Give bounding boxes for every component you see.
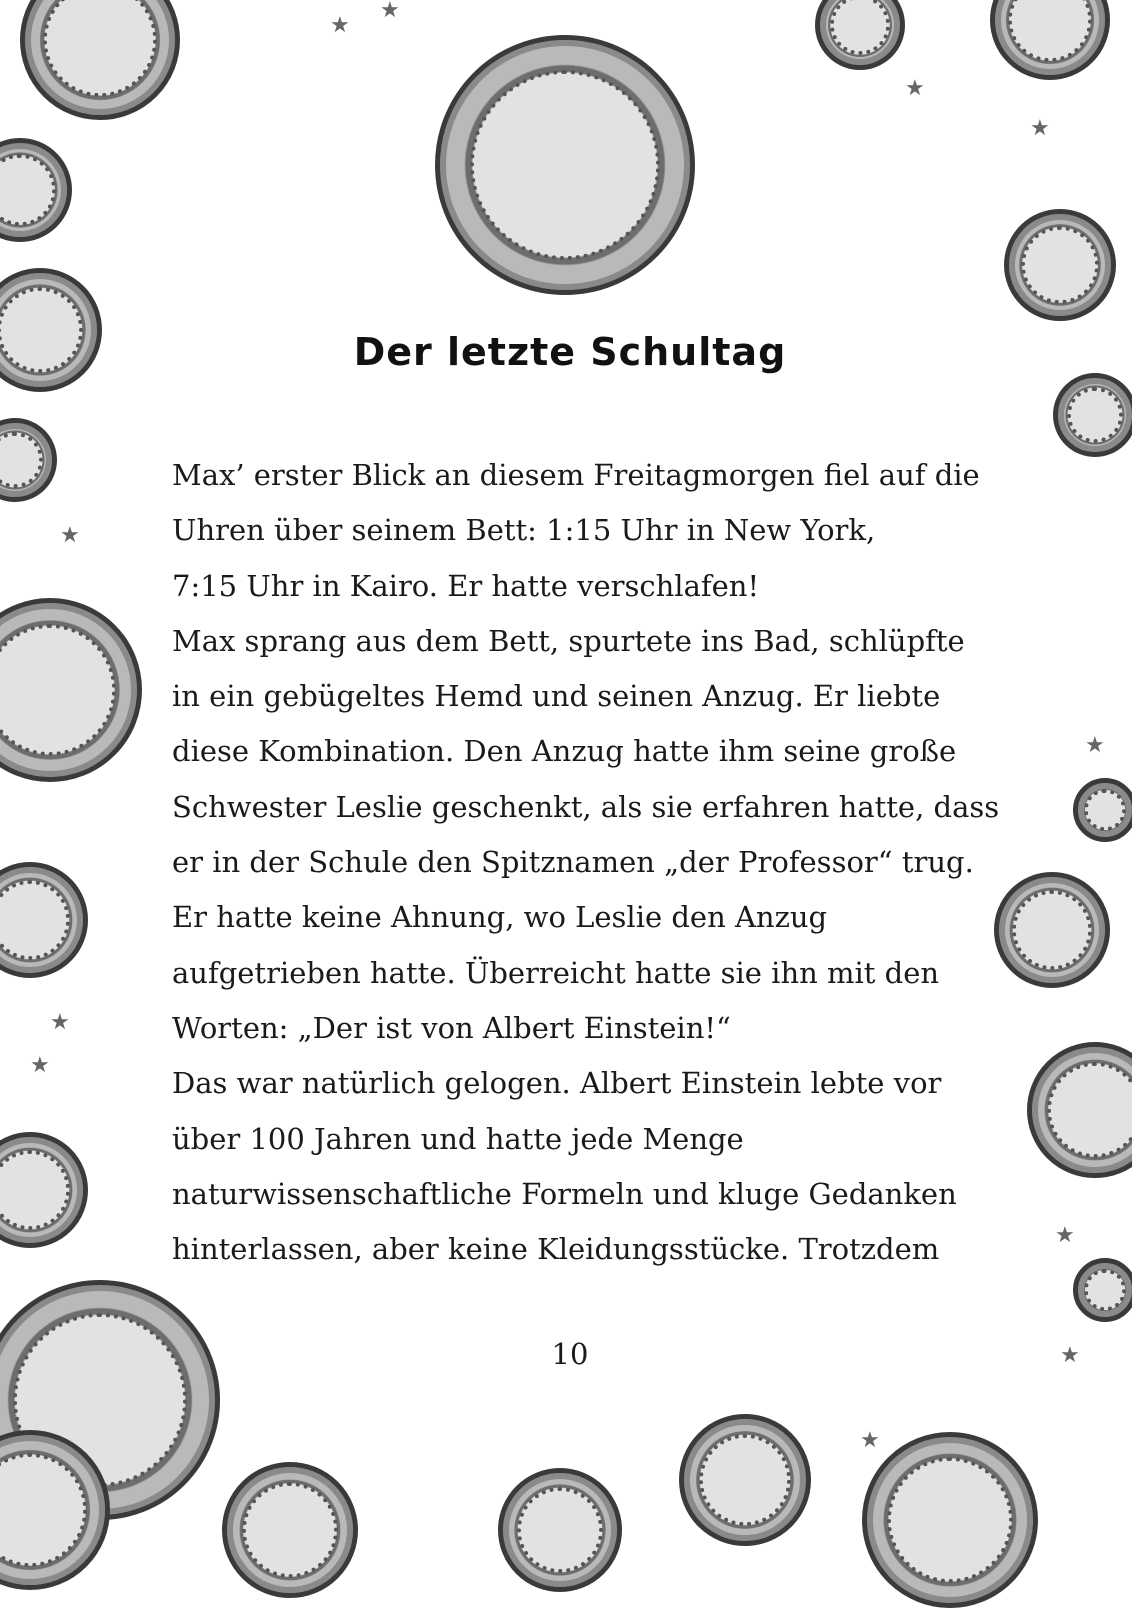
character-portrait-medallion [994, 872, 1110, 988]
character-portrait-medallion [0, 862, 88, 978]
text-line: Max’ erster Blick an diesem Freitagmorgen fiel auf die [172, 458, 980, 492]
character-portrait-medallion [0, 138, 72, 242]
text-line: Uhren über seinem Bett: 1:15 Uhr in New York, [172, 513, 876, 548]
character-portrait-medallion [1053, 373, 1132, 457]
character-portrait-medallion [1073, 778, 1132, 842]
star-icon: ★ [1085, 733, 1105, 758]
text-line: Schwester Leslie geschenkt, als sie erfahren hatte, dass [172, 789, 1000, 824]
text-line: in ein gebügeltes Hemd und seinen Anzug. Er liebte [172, 679, 941, 714]
star-icon: ★ [50, 1010, 70, 1035]
page-number: 10 [551, 1337, 589, 1371]
text-line: Er hatte keine Ahnung, wo Leslie den Anzug [172, 900, 828, 935]
text-line: naturwissenschaftliche Formeln und kluge Gedanken [172, 1176, 957, 1211]
star-icon: ★ [860, 1428, 880, 1453]
star-icon: ★ [905, 76, 925, 101]
star-icon: ★ [330, 13, 350, 38]
star-icon: ★ [30, 1053, 50, 1078]
body-text [172, 448, 1000, 1277]
character-portrait-medallion [679, 1414, 811, 1546]
text-line: aufgetrieben hatte. Überreicht hatte sie ihn mit den [172, 955, 940, 990]
star-icon: ★ [1060, 1343, 1080, 1368]
text-line: 7:15 Uhr in Kairo. Er hatte verschlafen! [172, 568, 760, 603]
text-line: Max sprang aus dem Bett, spurtete ins Bad, schlüpfte [172, 623, 965, 658]
text-line: Worten: „Der ist von Albert Einstein!“ [172, 1010, 731, 1045]
text-line: hinterlassen, aber keine Kleidungsstücke. Trotzdem [172, 1232, 940, 1267]
character-portrait-medallion [435, 35, 695, 295]
character-portrait-medallion [815, 0, 905, 70]
character-portrait-medallion [0, 1132, 88, 1248]
text-line: er in der Schule den Spitznamen „der Professor“ trug. [172, 845, 974, 880]
text-line: diese Kombination. Den Anzug hatte ihm seine große [172, 734, 957, 769]
character-portrait-medallion [0, 418, 57, 502]
text-line: Das war natürlich gelogen. Albert Einstein lebte vor [172, 1066, 942, 1101]
star-icon: ★ [1030, 116, 1050, 141]
character-portrait-medallion [1027, 1042, 1132, 1178]
character-portrait-medallion [20, 0, 180, 120]
star-icon: ★ [380, 0, 400, 23]
text-line: über 100 Jahren und hatte jede Menge [172, 1121, 744, 1156]
character-portrait-medallion [0, 598, 142, 782]
character-portrait-medallion [1004, 209, 1116, 321]
character-portrait-medallion [498, 1468, 622, 1592]
chapter-title: Der letzte Schultag [353, 330, 787, 374]
character-portrait-medallion [860, 1428, 1038, 1608]
character-portrait-medallion [222, 1462, 358, 1598]
character-portrait-medallion [990, 0, 1110, 80]
character-portrait-medallion [1073, 1258, 1132, 1322]
star-icon: ★ [1055, 1223, 1075, 1248]
star-icon: ★ [60, 523, 80, 548]
